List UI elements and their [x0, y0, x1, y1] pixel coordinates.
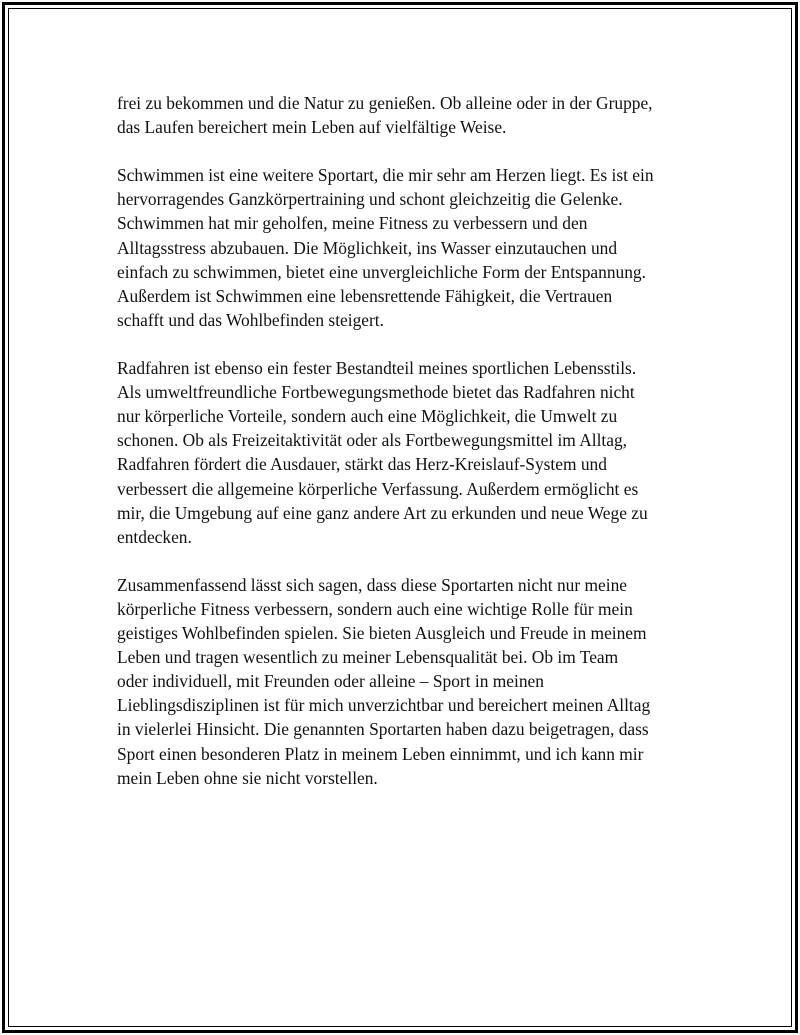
text-line: Sport einen besonderen Platz in meinem Leben einnimmt, und ich kann mir: [117, 743, 644, 764]
text-line: einfach zu schwimmen, bietet eine unvergleichliche Form der Entspannung.: [117, 261, 646, 282]
text-line: Als umweltfreundliche Fortbewegungsmethode bietet das Radfahren nicht: [117, 382, 635, 403]
text-line: mir, die Umgebung auf eine ganz andere Art zu erkunden und neue Wege zu: [117, 502, 648, 523]
text-line: Außerdem ist Schwimmen eine lebensrettende Fähigkeit, die Vertrauen: [117, 285, 613, 306]
text-line: Radfahren ist ebenso ein fester Bestandteil meines sportlichen Lebensstils.: [117, 358, 637, 379]
document-body: [117, 91, 692, 814]
text-line: schafft und das Wohlbefinden steigert.: [117, 309, 384, 330]
text-line: Alltagsstress abzubauen. Die Möglichkeit, ins Wasser einzutauchen und: [117, 237, 618, 258]
text-line: hervorragendes Ganzkörpertraining und schont gleichzeitig die Gelenke.: [117, 189, 623, 210]
text-line: verbessert die allgemeine körperliche Verfassung. Außerdem ermöglicht es: [117, 478, 639, 499]
text-line: geistiges Wohlbefinden spielen. Sie bieten Ausgleich und Freude in meinem: [117, 623, 647, 644]
text-line: Schwimmen ist eine weitere Sportart, die mir sehr am Herzen liegt. Es ist ein: [117, 165, 654, 186]
paragraph-swimming: [117, 163, 692, 332]
text-line: Radfahren fördert die Ausdauer, stärkt das Herz-Kreislauf-System und: [117, 454, 607, 475]
paragraph-running-intro: [117, 91, 692, 139]
text-line: schonen. Ob als Freizeitaktivität oder als Fortbewegungsmittel im Alltag,: [117, 430, 628, 451]
text-line: entdecken.: [117, 526, 192, 547]
text-line: Zusammenfassend lässt sich sagen, dass diese Sportarten nicht nur meine: [117, 574, 628, 595]
paragraph-cycling: [117, 356, 692, 549]
text-line: das Laufen bereichert mein Leben auf vielfältige Weise.: [117, 117, 507, 138]
text-line: frei zu bekommen und die Natur zu genießen. Ob alleine oder in der Gruppe,: [117, 93, 653, 113]
text-line: Leben und tragen wesentlich zu meiner Lebensqualität bei. Ob im Team: [117, 647, 619, 668]
text-line: körperliche Fitness verbessern, sondern auch eine wichtige Rolle für mein: [117, 598, 633, 619]
text-line: Schwimmen hat mir geholfen, meine Fitness zu verbessern und den: [117, 213, 588, 234]
text-line: in vielerlei Hinsicht. Die genannten Sportarten haben dazu beigetragen, dass: [117, 719, 649, 740]
text-line: Lieblingsdisziplinen ist für mich unverzichtbar und bereichert meinen Alltag: [117, 695, 651, 716]
text-line: mein Leben ohne sie nicht vorstellen.: [117, 767, 378, 788]
text-line: oder individuell, mit Freunden oder alleine – Sport in meinen: [117, 671, 544, 692]
paragraph-conclusion: [117, 573, 692, 790]
text-line: nur körperliche Vorteile, sondern auch eine Möglichkeit, die Umwelt zu: [117, 406, 618, 427]
